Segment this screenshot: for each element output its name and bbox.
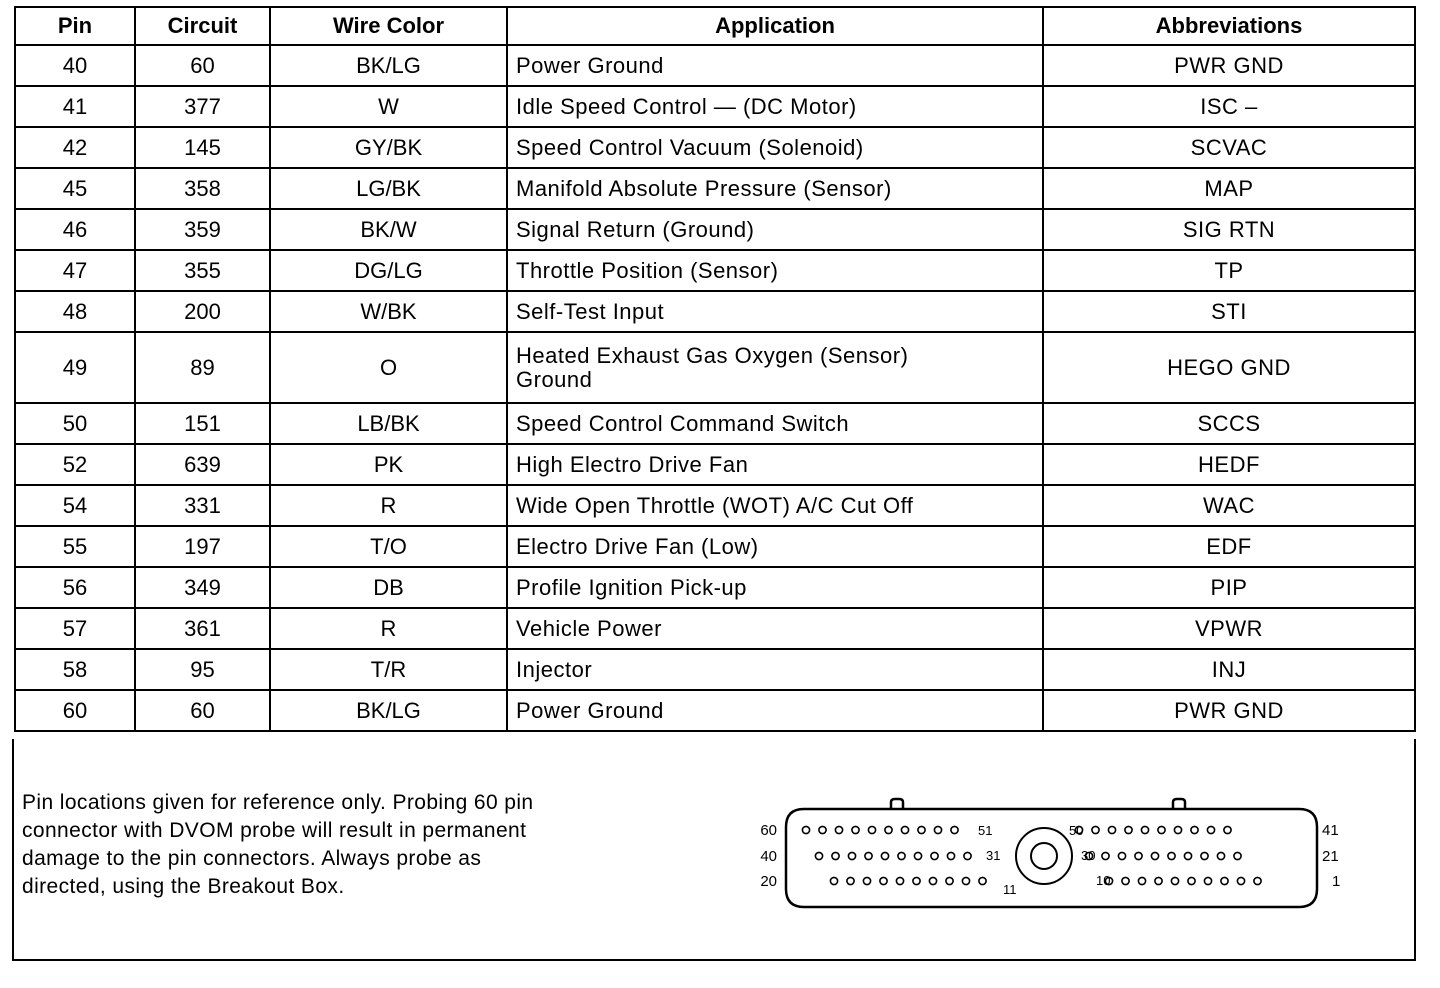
application-line-2: Ground xyxy=(516,366,593,392)
pin-cell: 47 xyxy=(15,250,135,291)
application-cell: Power Ground xyxy=(507,690,1043,731)
table-row xyxy=(15,332,1415,403)
wire-color-cell: DB xyxy=(270,567,507,608)
pin-hole xyxy=(819,826,826,833)
table-row xyxy=(15,291,1415,332)
table-row xyxy=(15,209,1415,250)
header-application: Application xyxy=(507,7,1043,45)
pin-hole xyxy=(847,877,854,884)
circuit-cell: 95 xyxy=(135,649,270,690)
wire-color-cell: PK xyxy=(270,444,507,485)
abbreviation-cell: HEDF xyxy=(1043,444,1415,485)
wire-color-cell: BK/W xyxy=(270,209,507,250)
pin-label-11: 11 xyxy=(1003,882,1017,897)
wire-color-cell: DG/LG xyxy=(270,250,507,291)
pin-hole xyxy=(896,877,903,884)
table-row xyxy=(15,168,1415,209)
abbreviation-cell: PWR GND xyxy=(1043,45,1415,86)
abbreviation-cell: PIP xyxy=(1043,567,1415,608)
pin-hole xyxy=(962,877,969,884)
header-pin: Pin xyxy=(15,7,135,45)
pin-hole xyxy=(1125,826,1132,833)
pin-cell: 46 xyxy=(15,209,135,250)
pin-hole xyxy=(1102,852,1109,859)
table-header-row xyxy=(15,7,1415,45)
pin-cell: 41 xyxy=(15,86,135,127)
pin-hole xyxy=(881,852,888,859)
pin-hole xyxy=(951,826,958,833)
pin-hole xyxy=(1191,826,1198,833)
circuit-cell: 331 xyxy=(135,485,270,526)
circuit-cell: 200 xyxy=(135,291,270,332)
table-row xyxy=(15,403,1415,444)
application-cell: Injector xyxy=(507,649,1043,690)
pin-hole xyxy=(934,826,941,833)
pin-label-50: 50 xyxy=(1069,823,1084,838)
pin-hole xyxy=(832,852,839,859)
pin-label-60: 60 xyxy=(760,822,777,839)
wire-color-cell: T/R xyxy=(270,649,507,690)
circuit-cell: 60 xyxy=(135,45,270,86)
wire-color-cell: GY/BK xyxy=(270,127,507,168)
header-wire-color: Wire Color xyxy=(270,7,507,45)
abbreviation-cell: PWR GND xyxy=(1043,690,1415,731)
circuit-cell: 349 xyxy=(135,567,270,608)
connector-latch-right xyxy=(1173,799,1185,809)
pin-hole xyxy=(1108,826,1115,833)
application-line-1: Heated Exhaust Gas Oxygen (Sensor) xyxy=(516,343,909,369)
pin-label-21: 21 xyxy=(1322,848,1339,865)
pin-hole xyxy=(918,826,925,833)
pin-hole xyxy=(901,826,908,833)
pin-hole xyxy=(1217,852,1224,859)
pin-label-51: 51 xyxy=(978,823,993,838)
pin-hole xyxy=(1184,852,1191,859)
connector-latch-left xyxy=(891,799,903,809)
circuit-cell: 361 xyxy=(135,608,270,649)
pin-hole xyxy=(868,826,875,833)
application-cell: Profile Ignition Pick-up xyxy=(507,567,1043,608)
circuit-cell: 639 xyxy=(135,444,270,485)
wire-color-cell: LG/BK xyxy=(270,168,507,209)
pin-cell: 48 xyxy=(15,291,135,332)
pin-hole xyxy=(802,826,809,833)
center-ring-outer xyxy=(1016,828,1072,884)
application-cell: Vehicle Power xyxy=(507,608,1043,649)
application-cell xyxy=(507,332,1043,403)
connector-diagram xyxy=(749,794,1359,914)
pin-cell: 55 xyxy=(15,526,135,567)
table-row xyxy=(15,127,1415,168)
pin-hole xyxy=(880,877,887,884)
wire-color-cell: BK/LG xyxy=(270,45,507,86)
circuit-cell: 355 xyxy=(135,250,270,291)
abbreviation-cell: ISC – xyxy=(1043,86,1415,127)
application-cell: Speed Control Command Switch xyxy=(507,403,1043,444)
wire-color-cell: R xyxy=(270,485,507,526)
pin-hole xyxy=(1237,877,1244,884)
application-cell: Self-Test Input xyxy=(507,291,1043,332)
pin-hole xyxy=(1168,852,1175,859)
table-row xyxy=(15,45,1415,86)
note-line: directed, using the Breakout Box. xyxy=(22,875,345,898)
table-row xyxy=(15,86,1415,127)
header-abbreviations: Abbreviations xyxy=(1043,7,1415,45)
pin-hole xyxy=(964,852,971,859)
pin-hole xyxy=(1135,852,1142,859)
pin-hole xyxy=(946,877,953,884)
pin-hole xyxy=(1092,826,1099,833)
application-cell: Power Ground xyxy=(507,45,1043,86)
table-row xyxy=(15,526,1415,567)
table-row xyxy=(15,608,1415,649)
pin-hole xyxy=(1141,826,1148,833)
abbreviation-cell: SCCS xyxy=(1043,403,1415,444)
table-row xyxy=(15,567,1415,608)
pin-hole xyxy=(1158,826,1165,833)
center-ring-inner xyxy=(1031,843,1057,869)
pin-hole xyxy=(947,852,954,859)
application-cell: Electro Drive Fan (Low) xyxy=(507,526,1043,567)
header-circuit: Circuit xyxy=(135,7,270,45)
pin-hole xyxy=(1204,877,1211,884)
pin-cell: 49 xyxy=(15,332,135,403)
table-row xyxy=(15,250,1415,291)
pin-label-1: 1 xyxy=(1332,873,1341,890)
pin-cell: 45 xyxy=(15,168,135,209)
pin-hole xyxy=(1122,877,1129,884)
circuit-cell: 60 xyxy=(135,690,270,731)
wire-color-cell: BK/LG xyxy=(270,690,507,731)
pin-hole xyxy=(848,852,855,859)
table-row xyxy=(15,444,1415,485)
pin-hole xyxy=(865,852,872,859)
note-line: Pin locations given for reference only. Probing 60 pin xyxy=(22,791,534,814)
table-row xyxy=(15,485,1415,526)
application-cell: Signal Return (Ground) xyxy=(507,209,1043,250)
pin-hole xyxy=(1155,877,1162,884)
table-row xyxy=(15,690,1415,731)
pin-hole xyxy=(1171,877,1178,884)
pin-cell: 58 xyxy=(15,649,135,690)
circuit-cell: 197 xyxy=(135,526,270,567)
pin-label-20: 20 xyxy=(760,873,777,890)
pin-hole xyxy=(914,852,921,859)
circuit-cell: 145 xyxy=(135,127,270,168)
note-line: connector with DVOM probe will result in permanent xyxy=(22,819,527,842)
pin-hole xyxy=(830,877,837,884)
abbreviation-cell: MAP xyxy=(1043,168,1415,209)
pin-label-30: 30 xyxy=(1081,848,1096,863)
abbreviation-cell: WAC xyxy=(1043,485,1415,526)
wire-color-cell: W/BK xyxy=(270,291,507,332)
pin-cell: 42 xyxy=(15,127,135,168)
pin-label-40: 40 xyxy=(760,848,777,865)
application-cell: Manifold Absolute Pressure (Sensor) xyxy=(507,168,1043,209)
pin-cell: 50 xyxy=(15,403,135,444)
wire-color-cell: O xyxy=(270,332,507,403)
abbreviation-cell: SIG RTN xyxy=(1043,209,1415,250)
abbreviation-cell: TP xyxy=(1043,250,1415,291)
pin-hole xyxy=(1234,852,1241,859)
wire-color-cell: W xyxy=(270,86,507,127)
circuit-cell: 358 xyxy=(135,168,270,209)
table-row xyxy=(15,649,1415,690)
pin-hole xyxy=(1201,852,1208,859)
circuit-cell: 151 xyxy=(135,403,270,444)
application-cell: Speed Control Vacuum (Solenoid) xyxy=(507,127,1043,168)
note-line: damage to the pin connectors. Always probe as xyxy=(22,847,482,870)
abbreviation-cell: HEGO GND xyxy=(1043,332,1415,403)
pin-cell: 60 xyxy=(15,690,135,731)
pin-hole xyxy=(1224,826,1231,833)
pin-label-31: 31 xyxy=(986,848,1001,863)
pin-hole xyxy=(1254,877,1261,884)
pin-hole xyxy=(863,877,870,884)
pin-hole xyxy=(835,826,842,833)
pin-hole xyxy=(885,826,892,833)
abbreviation-cell: SCVAC xyxy=(1043,127,1415,168)
pin-hole xyxy=(929,877,936,884)
application-cell: High Electro Drive Fan xyxy=(507,444,1043,485)
pin-cell: 40 xyxy=(15,45,135,86)
pin-hole xyxy=(815,852,822,859)
pin-label-10: 10 xyxy=(1096,873,1111,888)
pin-table xyxy=(14,6,1416,732)
application-cell: Wide Open Throttle (WOT) A/C Cut Off xyxy=(507,485,1043,526)
pin-hole xyxy=(1138,877,1145,884)
pin-cell: 56 xyxy=(15,567,135,608)
pin-cell: 52 xyxy=(15,444,135,485)
abbreviation-cell: INJ xyxy=(1043,649,1415,690)
pin-hole xyxy=(1207,826,1214,833)
pin-hole xyxy=(898,852,905,859)
circuit-cell: 359 xyxy=(135,209,270,250)
pin-hole xyxy=(1151,852,1158,859)
pin-hole xyxy=(852,826,859,833)
note-box xyxy=(12,739,1416,961)
pin-hole xyxy=(1118,852,1125,859)
pin-hole xyxy=(931,852,938,859)
circuit-cell: 377 xyxy=(135,86,270,127)
abbreviation-cell: STI xyxy=(1043,291,1415,332)
pin-hole xyxy=(1188,877,1195,884)
pin-label-41: 41 xyxy=(1322,822,1339,839)
pin-hole xyxy=(913,877,920,884)
application-cell: Idle Speed Control — (DC Motor) xyxy=(507,86,1043,127)
wire-color-cell: LB/BK xyxy=(270,403,507,444)
pin-cell: 54 xyxy=(15,485,135,526)
wire-color-cell: T/O xyxy=(270,526,507,567)
pin-hole xyxy=(1174,826,1181,833)
circuit-cell: 89 xyxy=(135,332,270,403)
pin-hole xyxy=(979,877,986,884)
application-cell: Throttle Position (Sensor) xyxy=(507,250,1043,291)
probe-warning-note xyxy=(22,789,682,901)
abbreviation-cell: EDF xyxy=(1043,526,1415,567)
pin-hole xyxy=(1221,877,1228,884)
abbreviation-cell: VPWR xyxy=(1043,608,1415,649)
wire-color-cell: R xyxy=(270,608,507,649)
pin-cell: 57 xyxy=(15,608,135,649)
